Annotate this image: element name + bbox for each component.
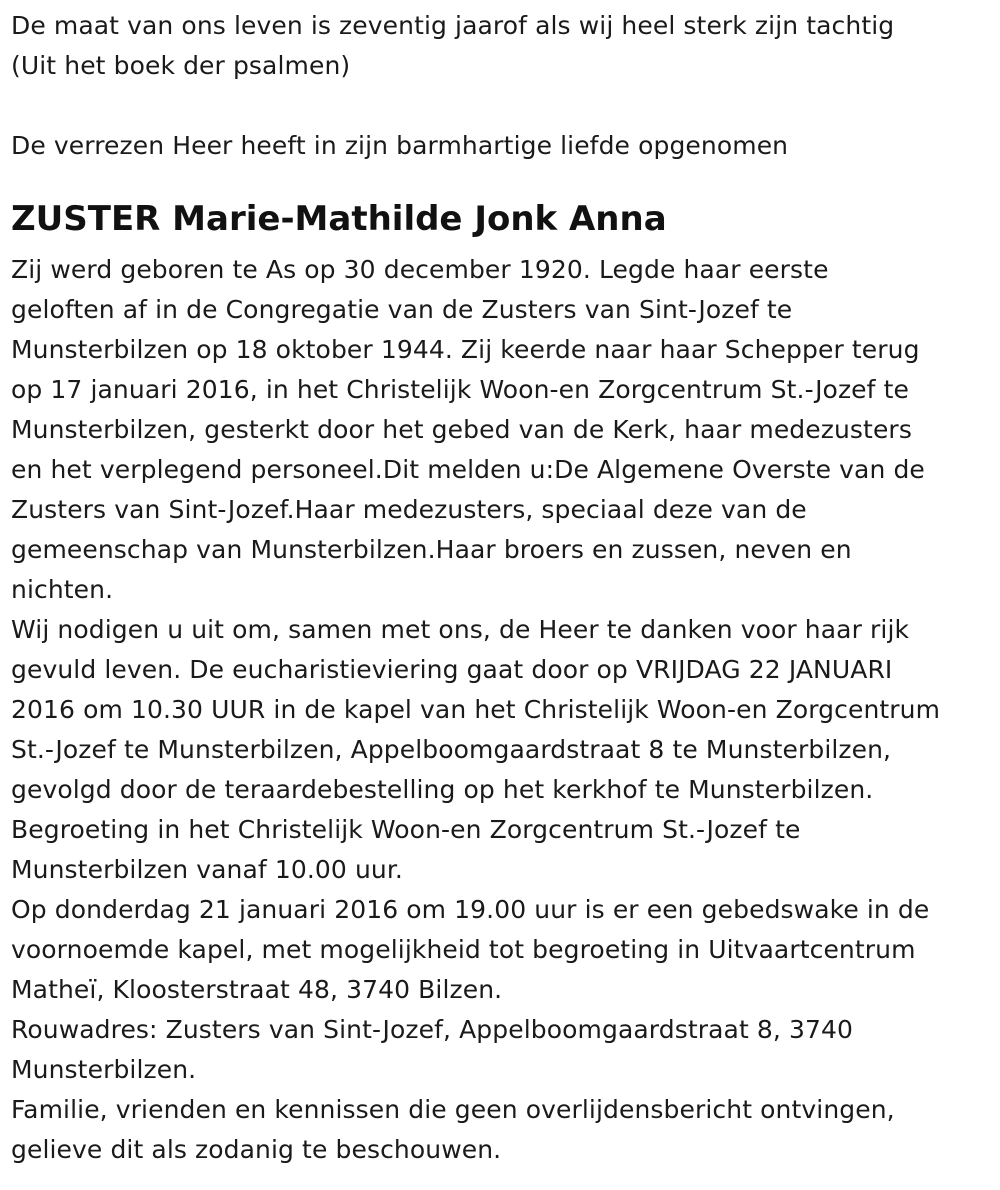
- body-line: Begroeting in het Christelijk Woon-en Zorgcentrum St.-Jozef te: [11, 815, 801, 844]
- body-line: gelieve dit als zodanig te beschouwen.: [11, 1135, 502, 1164]
- deceased-name: ZUSTER Marie-Mathilde Jonk Anna: [11, 199, 667, 239]
- spacer: [11, 166, 991, 186]
- body-line: op 17 januari 2016, in het Christelijk Woon-en Zorgcentrum St.-Jozef te: [11, 375, 909, 404]
- body-line: Wij nodigen u uit om, samen met ons, de Heer te danken voor haar rijk: [11, 615, 910, 644]
- body-line: voornoemde kapel, met mogelijkheid tot begroeting in Uitvaartcentrum: [11, 935, 916, 964]
- body-line: Munsterbilzen, gesterkt door het gebed van de Kerk, haar medezusters: [11, 415, 912, 444]
- psalm-quote: De maat van ons leven is zeventig jaarof als wij heel sterk zijn tachtig: [11, 11, 895, 40]
- body-line: Zusters van Sint-Jozef.Haar medezusters, speciaal deze van de: [11, 495, 807, 524]
- body-line: Matheï, Kloosterstraat 48, 3740 Bilzen.: [11, 975, 503, 1004]
- body-line: Familie, vrienden en kennissen die geen overlijdensbericht ontvingen,: [11, 1095, 895, 1124]
- body-line: Rouwadres: Zusters van Sint-Jozef, Appelboomgaardstraat 8, 3740: [11, 1015, 854, 1044]
- body-line: St.-Jozef te Munsterbilzen, Appelboomgaardstraat 8 te Munsterbilzen,: [11, 735, 892, 764]
- body-line: Munsterbilzen op 18 oktober 1944. Zij keerde naar haar Schepper terug: [11, 335, 920, 364]
- psalm-source: (Uit het boek der psalmen): [11, 51, 351, 80]
- body-line: gemeenschap van Munsterbilzen.Haar broers en zussen, neven en: [11, 535, 852, 564]
- body-line: Zij werd geboren te As op 30 december 1920. Legde haar eerste: [11, 255, 829, 284]
- body-line: geloften af in de Congregatie van de Zusters van Sint-Jozef te: [11, 295, 793, 324]
- body-line: Munsterbilzen vanaf 10.00 uur.: [11, 855, 403, 884]
- announcement-line: De verrezen Heer heeft in zijn barmhartige liefde opgenomen: [11, 131, 789, 160]
- body-line: Munsterbilzen.: [11, 1055, 197, 1084]
- body-line: gevolgd door de teraardebestelling op het kerkhof te Munsterbilzen.: [11, 775, 874, 804]
- obituary-body: [11, 250, 991, 1170]
- body-line: en het verplegend personeel.Dit melden u:De Algemene Overste van de: [11, 455, 925, 484]
- body-line: Op donderdag 21 januari 2016 om 19.00 uur is er een gebedswake in de: [11, 895, 930, 924]
- spacer: [11, 86, 991, 126]
- body-line: nichten.: [11, 575, 114, 604]
- body-line: 2016 om 10.30 UUR in de kapel van het Christelijk Woon-en Zorgcentrum: [11, 695, 941, 724]
- body-line: gevuld leven. De eucharistieviering gaat door op VRIJDAG 22 JANUARI: [11, 655, 893, 684]
- obituary-document: [11, 6, 991, 1170]
